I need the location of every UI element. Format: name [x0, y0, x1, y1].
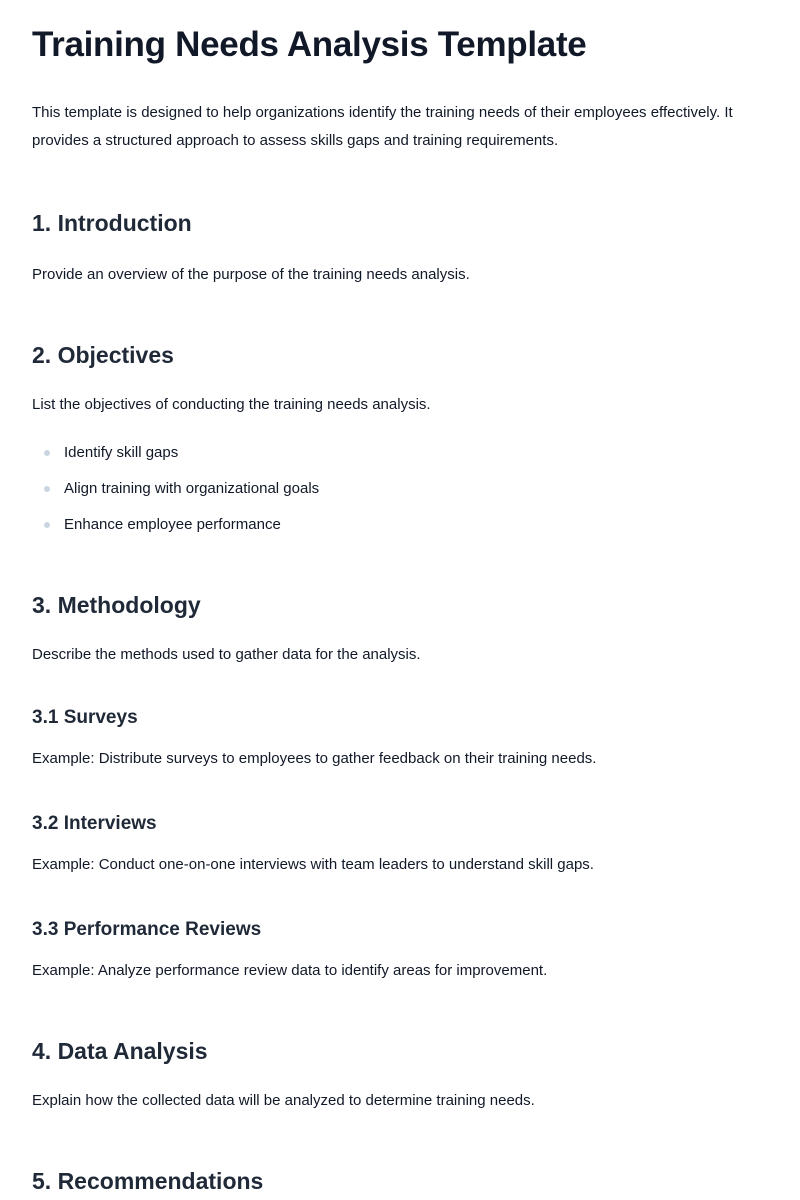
section-data-analysis-heading: 4. Data Analysis — [32, 1038, 208, 1064]
section-data-analysis-text: Explain how the collected data will be analyzed to determine training needs. — [32, 1092, 535, 1109]
bullet-icon — [44, 486, 50, 492]
bullet-icon — [44, 450, 50, 456]
list-item-text: Enhance employee performance — [64, 516, 281, 533]
intro-paragraph: This template is designed to help organizations identify the training needs of their employees effectively. It provides a structured approach to assess skills gaps and training requirements. — [32, 104, 733, 149]
objectives-list — [32, 441, 768, 549]
subsection-interviews-text: Example: Conduct one-on-one interviews with team leaders to understand skill gaps. — [32, 856, 594, 873]
list-item — [32, 441, 768, 477]
section-recommendations-heading: 5. Recommendations — [32, 1168, 264, 1194]
list-item-text: Align training with organizational goals — [64, 480, 320, 497]
subsection-surveys-text: Example: Distribute surveys to employees to gather feedback on their training needs. — [32, 750, 597, 767]
section-introduction-heading: 1. Introduction — [32, 210, 192, 236]
list-item — [32, 513, 768, 549]
bullet-icon — [44, 522, 50, 528]
section-methodology-text: Describe the methods used to gather data for the analysis. — [32, 646, 421, 663]
subsection-performance-reviews-heading: 3.3 Performance Reviews — [32, 919, 262, 940]
subsection-performance-reviews-text: Example: Analyze performance review data to identify areas for improvement. — [32, 962, 548, 979]
section-objectives-text: List the objectives of conducting the training needs analysis. — [32, 396, 431, 413]
list-item — [32, 477, 768, 513]
section-methodology-heading: 3. Methodology — [32, 592, 201, 618]
subsection-interviews-heading: 3.2 Interviews — [32, 813, 157, 834]
list-item-text: Identify skill gaps — [64, 444, 179, 461]
subsection-surveys-heading: 3.1 Surveys — [32, 707, 138, 728]
section-objectives-heading: 2. Objectives — [32, 342, 174, 368]
document-title: Training Needs Analysis Template — [32, 25, 587, 64]
section-introduction-text: Provide an overview of the purpose of the training needs analysis. — [32, 266, 470, 283]
